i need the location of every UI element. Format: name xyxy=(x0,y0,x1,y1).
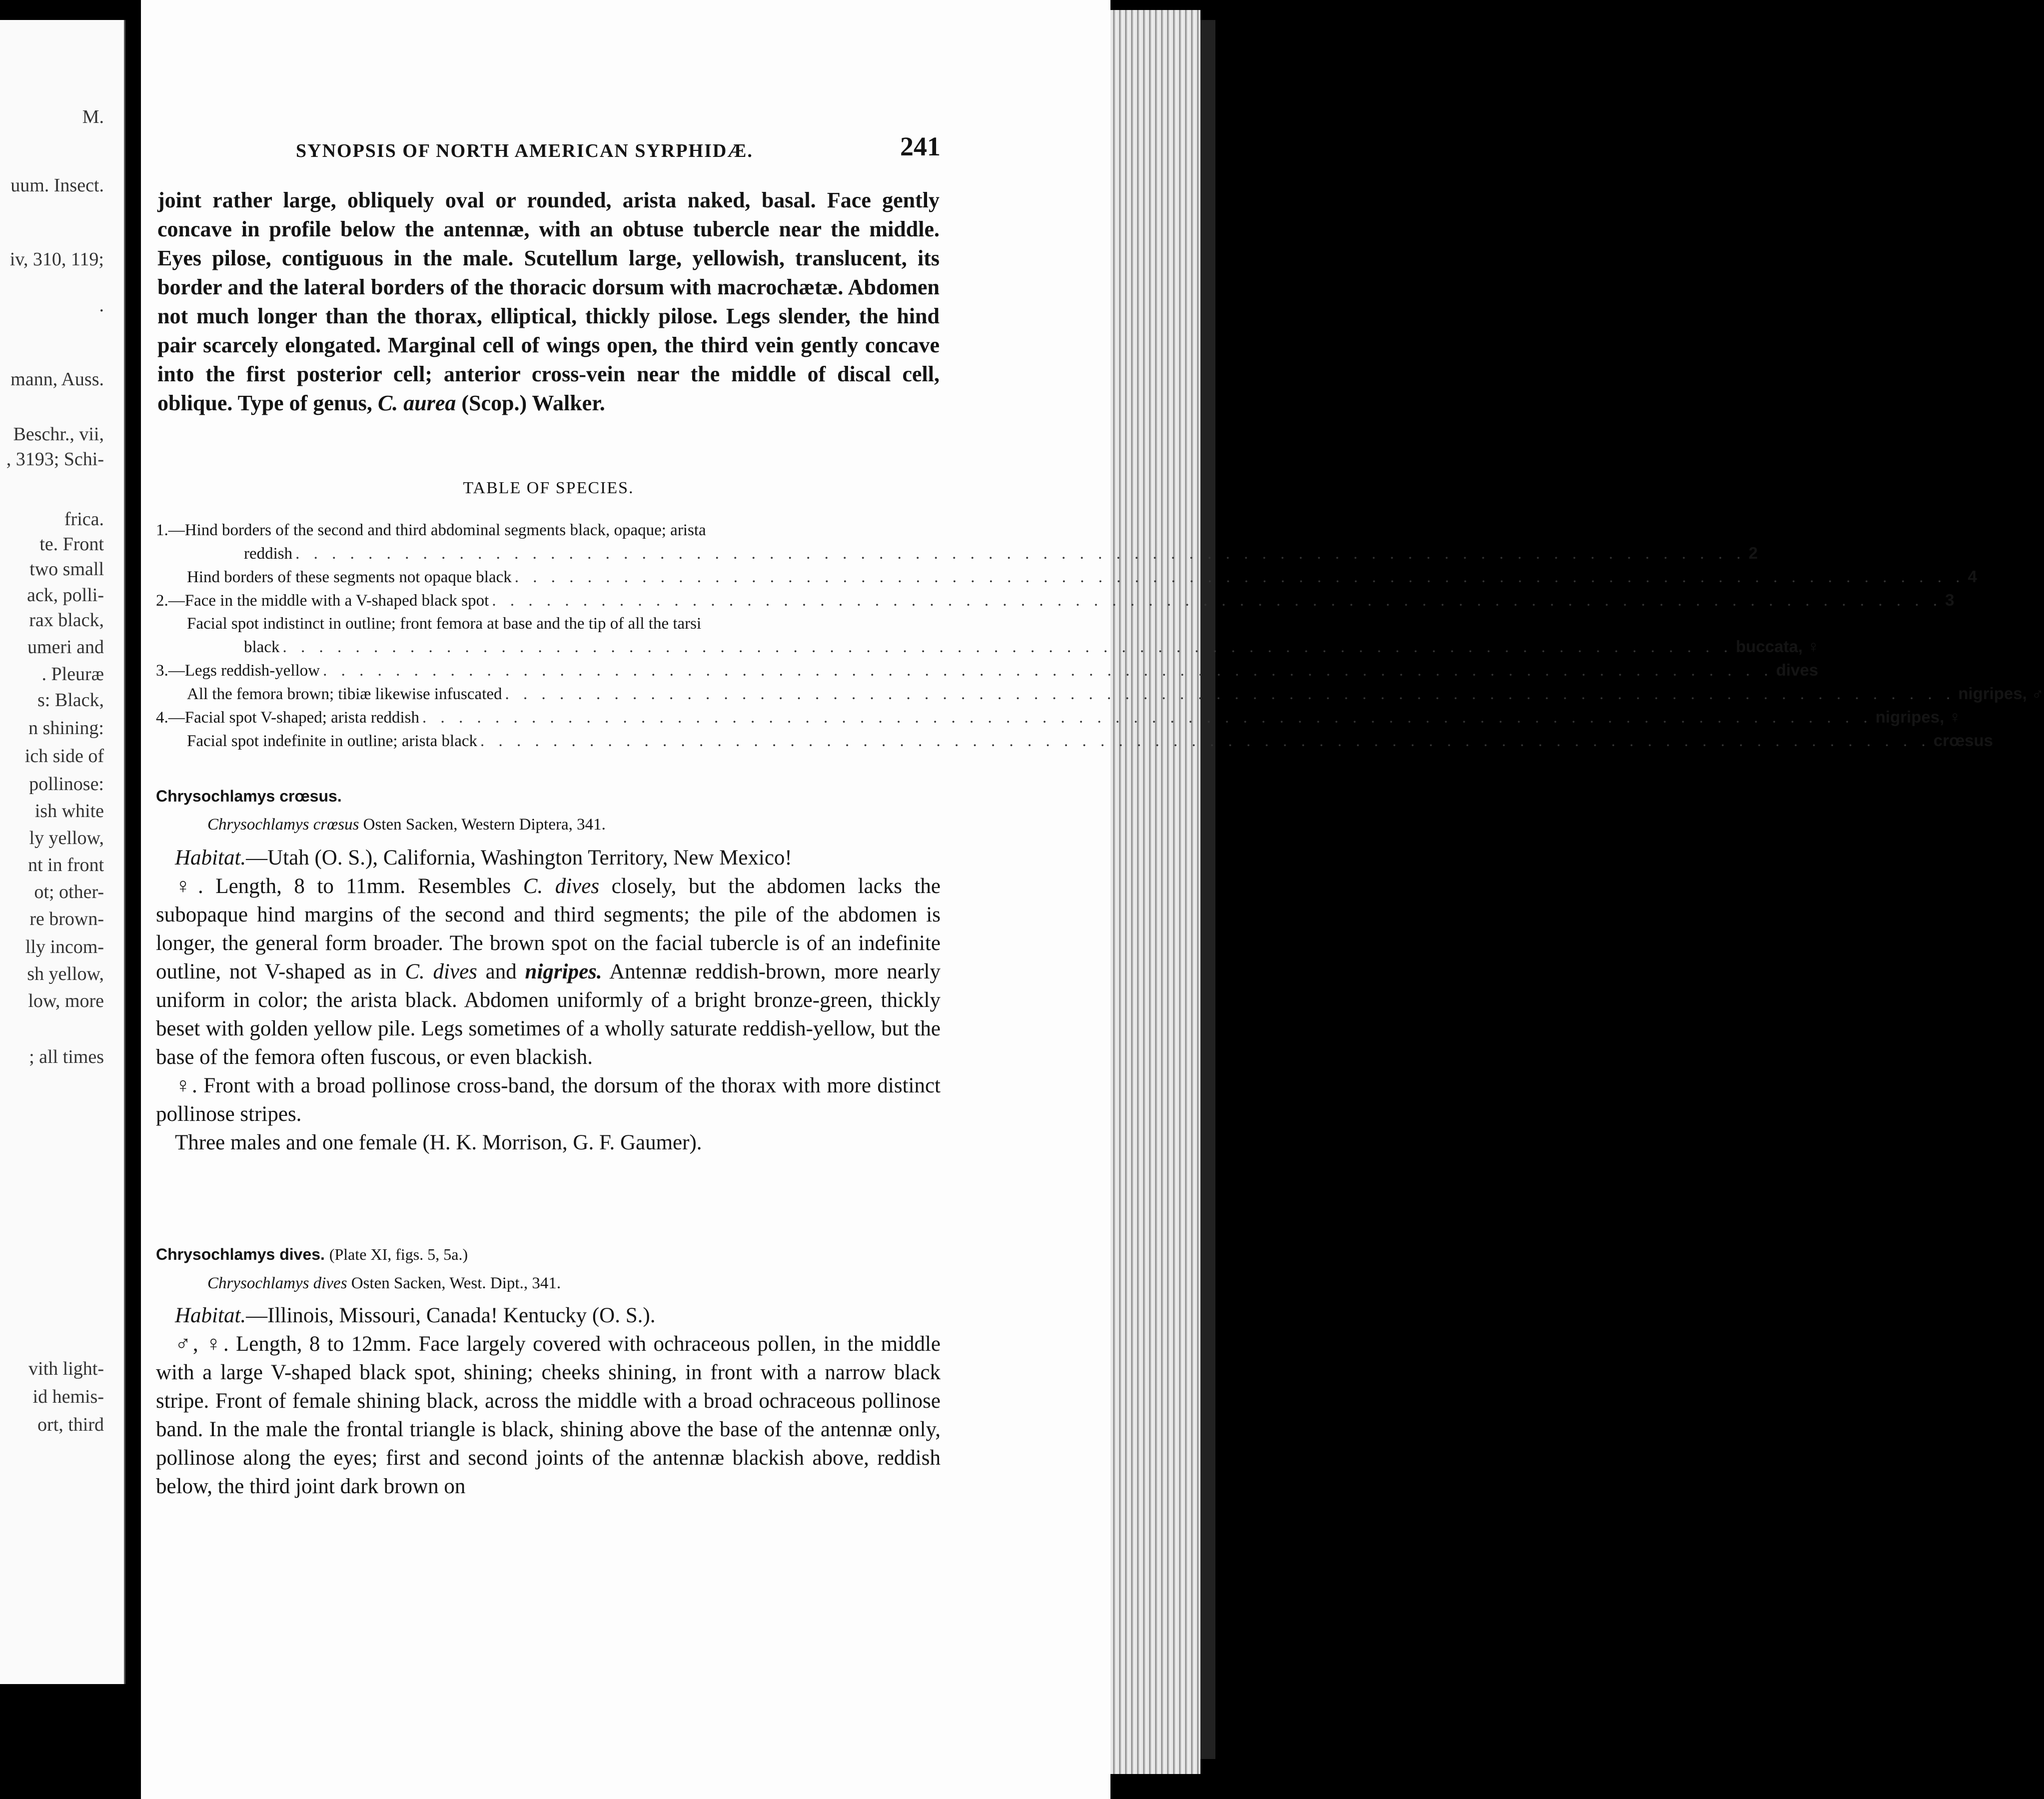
key-couplet-text: 4.—Facial spot V-shaped; arista reddish xyxy=(156,709,420,727)
left-page-fragment: mann, Auss. xyxy=(10,369,104,390)
intro-text-b: (Scop.) Walker. xyxy=(461,391,605,415)
species-key-row xyxy=(156,589,1955,612)
dives-habitat-text: —Illinois, Missouri, Canada! Kentucky (O. S.). xyxy=(246,1304,656,1327)
dives-cite-rest: Osten Sacken, West. Dipt., 341. xyxy=(351,1274,561,1292)
key-couplet-text: 1.—Hind borders of the second and third abdominal segments black, opaque; arista xyxy=(156,521,706,539)
croesus-heading: Chrysochlamys crœsus. xyxy=(156,787,342,805)
croesus-citation xyxy=(207,816,606,834)
left-page-fragment: vith light- xyxy=(28,1358,104,1379)
left-page-fragment: Beschr., vii, xyxy=(13,424,104,445)
dives-plate-ref: (Plate XI, figs. 5, 5a.) xyxy=(329,1245,468,1263)
species-key-row xyxy=(156,612,941,635)
croesus-habitat xyxy=(156,844,941,872)
croesus-p1-b: closely, but the abdomen lacks the subopaque hind margins of the second and third segments; the pile of the abdomen is longer, the general form broader. The brown spot on the facial tubercle is of an indefinite outline, not V-shaped as in xyxy=(156,875,941,983)
page-header xyxy=(146,131,941,166)
key-result: 4 xyxy=(1968,567,1977,586)
left-page-fragment: ; all times xyxy=(29,1046,104,1067)
croesus-paragraph-1 xyxy=(156,872,941,1071)
left-page-fragment: lly incom- xyxy=(25,936,104,957)
key-result: 2 xyxy=(1748,544,1758,562)
dives-habitat xyxy=(156,1301,941,1330)
left-page-fragment: ack, polli- xyxy=(26,585,104,606)
species-key-table xyxy=(156,519,2044,753)
left-page-fragment: ly yellow, xyxy=(29,828,104,849)
croesus-p1-ital: C. dives xyxy=(523,875,600,898)
left-page-fragment: two small xyxy=(29,559,104,580)
croesus-p1-a: ♀. Length, 8 to 11mm. Resembles xyxy=(175,875,511,898)
species-key-row xyxy=(156,659,1819,682)
left-page-fragment: nt in front xyxy=(28,855,104,876)
dives-heading-text: Chrysochlamys dives. xyxy=(156,1245,325,1263)
key-couplet-text: black xyxy=(244,638,280,656)
left-page-fragment: sh yellow, xyxy=(27,963,104,984)
left-page-fragment: ish white xyxy=(34,801,104,822)
key-couplet-text: Facial spot indefinite in outline; arista black xyxy=(187,732,478,750)
species-key-row xyxy=(156,706,1962,729)
left-page-fragment: M. xyxy=(82,106,104,127)
key-couplet-text: Hind borders of these segments not opaque black xyxy=(187,568,512,586)
species-key-row xyxy=(156,542,1758,565)
croesus-cite-name: Chrysochlamys crœsus xyxy=(207,816,359,834)
croesus-habitat-label: Habitat. xyxy=(175,846,246,870)
species-key-row xyxy=(156,565,1977,589)
left-page-fragment: . xyxy=(99,295,104,316)
left-page-fragment: umeri and xyxy=(27,637,104,658)
genus-description xyxy=(157,186,940,418)
dives-cite-name: Chrysochlamys dives xyxy=(207,1274,347,1292)
species-key-row xyxy=(156,519,941,542)
croesus-paragraph-3: Three males and one female (H. K. Morrison, G. F. Gaumer). xyxy=(175,1131,702,1154)
dives-citation xyxy=(207,1274,561,1293)
key-result: buccata, ♀ xyxy=(1736,637,1820,656)
croesus-p1-d: Antennæ reddish-brown, more nearly uniform in color; the arista black. Abdomen uniformly of a bright bronze-green, thickly beset with golden yellow pile. Legs sometimes of a wholly saturate reddish-yellow, but the base of the femora often fuscous, or even blackish. xyxy=(156,960,941,1069)
croesus-description xyxy=(156,844,941,1157)
dot-leader: . . . . . . . . . . . . . . . . . . . . . . . . . . . . . . . . . . . . . . . . . . . . . . . . . . . . . . . . . . . . . . . . . . . . . . . . . . . . . . . . xyxy=(295,545,1746,563)
left-page-fragment: iv, 310, 119; xyxy=(9,249,104,270)
key-result: nigripes, ♀ xyxy=(1875,708,1962,726)
table-heading: TABLE OF SPECIES. xyxy=(463,479,634,497)
left-page-fragment: te. Front xyxy=(39,534,104,555)
left-page-fragment: id hemis- xyxy=(32,1386,104,1407)
key-couplet-text: Facial spot indistinct in outline; front femora at base and the tip of all the tarsi xyxy=(187,615,702,633)
left-page-fragment: low, more xyxy=(28,990,104,1011)
species-key-row xyxy=(156,729,1993,753)
left-page-fragment: . Pleuræ xyxy=(41,664,104,685)
left-page-fragment: ort, third xyxy=(37,1414,104,1435)
type-species: C. aurea xyxy=(377,391,456,415)
left-page-fragment: s: Black, xyxy=(37,690,104,711)
left-page-fragment: rax black, xyxy=(29,610,104,631)
intro-text-a: joint rather large, obliquely oval or rounded, arista naked, basal. Face gently concave in profile below the antennæ, with an obtuse tubercle near the middle. Eyes pilose, contiguous in the male. Scutellum large, yellowish, translucent, its border and the lateral borders of the thoracic dorsum with macrochætæ. Abdomen not much longer than the thorax, elliptical, thickly pilose. Legs slender, the hind pair scarcely elongated. Marginal cell of wings open, the third vein gently concave into the first posterior cell; anterior cross-vein near the middle of discal cell, oblique. Type of genus, xyxy=(157,188,940,415)
left-page-fragment: pollinose: xyxy=(29,774,104,795)
key-result: 3 xyxy=(1945,591,1955,609)
croesus-paragraph-2: ♀. Front with a broad pollinose cross-band, the dorsum of the thorax with more distinct pollinose stripes. xyxy=(156,1074,941,1126)
species-key-row xyxy=(156,635,1820,659)
dives-description xyxy=(156,1301,941,1501)
left-page-fragment: , 3193; Schi- xyxy=(6,449,104,470)
left-facing-page-edge xyxy=(0,20,125,1684)
croesus-p1-ital3: nigripes. xyxy=(525,960,602,983)
left-page-fragment: ich side of xyxy=(24,746,104,767)
left-page-fragment: ot; other- xyxy=(34,882,104,902)
dives-paragraph-1: ♂, ♀. Length, 8 to 12mm. Face largely covered with ochraceous pollen, in the middle with a large V-shaped black spot, shining; cheeks shining, in front with a narrow black stripe. Front of female shining black, across the middle with a broad ochraceous pollinose band. In the male the frontal triangle is black, shining above the base of the antennæ only, pollinose along the eyes; first and second joints of the antennæ blackish above, reddish below, the third joint dark brown on xyxy=(156,1332,941,1498)
page-number: 241 xyxy=(900,131,941,161)
running-title: SYNOPSIS OF NORTH AMERICAN SYRPHIDÆ. xyxy=(296,140,753,161)
key-couplet-text: 3.—Legs reddish-yellow xyxy=(156,662,320,680)
left-page-fragment: re brown- xyxy=(29,908,104,929)
dot-leader: . . . . . . . . . . . . . . . . . . . . . . . . . . . . . . . . . . . . . . . . . . . . . . . . . . . . . . . . . . . . . . . . . . . . . . . . . . . . . . . . xyxy=(492,592,1943,610)
dot-leader: . . . . . . . . . . . . . . . . . . . . . . . . . . . . . . . . . . . . . . . . . . . . . . . . . . . . . . . . . . . . . . . . . . . . . . . . . . . . . . . . xyxy=(505,685,1956,703)
left-page-fragment: frica. xyxy=(64,509,104,530)
key-result: crœsus xyxy=(1933,731,1993,750)
key-couplet-text: reddish xyxy=(244,545,293,563)
dot-leader: . . . . . . . . . . . . . . . . . . . . . . . . . . . . . . . . . . . . . . . . . . . . . . . . . . . . . . . . . . . . . . . . . . . . . . . . . . . . . . . . xyxy=(480,732,1931,750)
dot-leader: . . . . . . . . . . . . . . . . . . . . . . . . . . . . . . . . . . . . . . . . . . . . . . . . . . . . . . . . . . . . . . . . . . . . . . . . . . . . . . . . xyxy=(422,709,1873,727)
dot-leader: . . . . . . . . . . . . . . . . . . . . . . . . . . . . . . . . . . . . . . . . . . . . . . . . . . . . . . . . . . . . . . . . . . . . . . . . . . . . . . . . xyxy=(514,568,1965,586)
page-edges-shadow xyxy=(1200,20,1215,1759)
dives-habitat-label: Habitat. xyxy=(175,1304,246,1327)
dives-heading xyxy=(156,1245,468,1264)
croesus-cite-rest: Osten Sacken, Western Diptera, 341. xyxy=(363,816,606,834)
key-couplet-text: 2.—Face in the middle with a V-shaped black spot xyxy=(156,592,489,610)
croesus-p1-ital2: C. dives xyxy=(405,960,477,983)
dot-leader: . . . . . . . . . . . . . . . . . . . . . . . . . . . . . . . . . . . . . . . . . . . . . . . . . . . . . . . . . . . . . . . . . . . . . . . . . . . . . . . . xyxy=(282,638,1733,656)
page-edges-stack xyxy=(1110,10,1200,1774)
key-couplet-text: All the femora brown; tibiæ likewise infuscated xyxy=(187,685,502,703)
key-result: dives xyxy=(1776,661,1819,679)
key-result: nigripes, ♂ xyxy=(1958,684,2044,703)
dot-leader: . . . . . . . . . . . . . . . . . . . . . . . . . . . . . . . . . . . . . . . . . . . . . . . . . . . . . . . . . . . . . . . . . . . . . . . . . . . . . . . . xyxy=(323,662,1773,680)
left-page-fragment: n shining: xyxy=(28,718,104,739)
genus-description-text xyxy=(157,186,940,418)
croesus-habitat-text: —Utah (O. S.), California, Washington Territory, New Mexico! xyxy=(246,846,792,870)
species-key-row xyxy=(156,682,2044,706)
left-page-fragment: uum. Insect. xyxy=(10,175,104,196)
croesus-p1-c: and xyxy=(485,960,517,983)
